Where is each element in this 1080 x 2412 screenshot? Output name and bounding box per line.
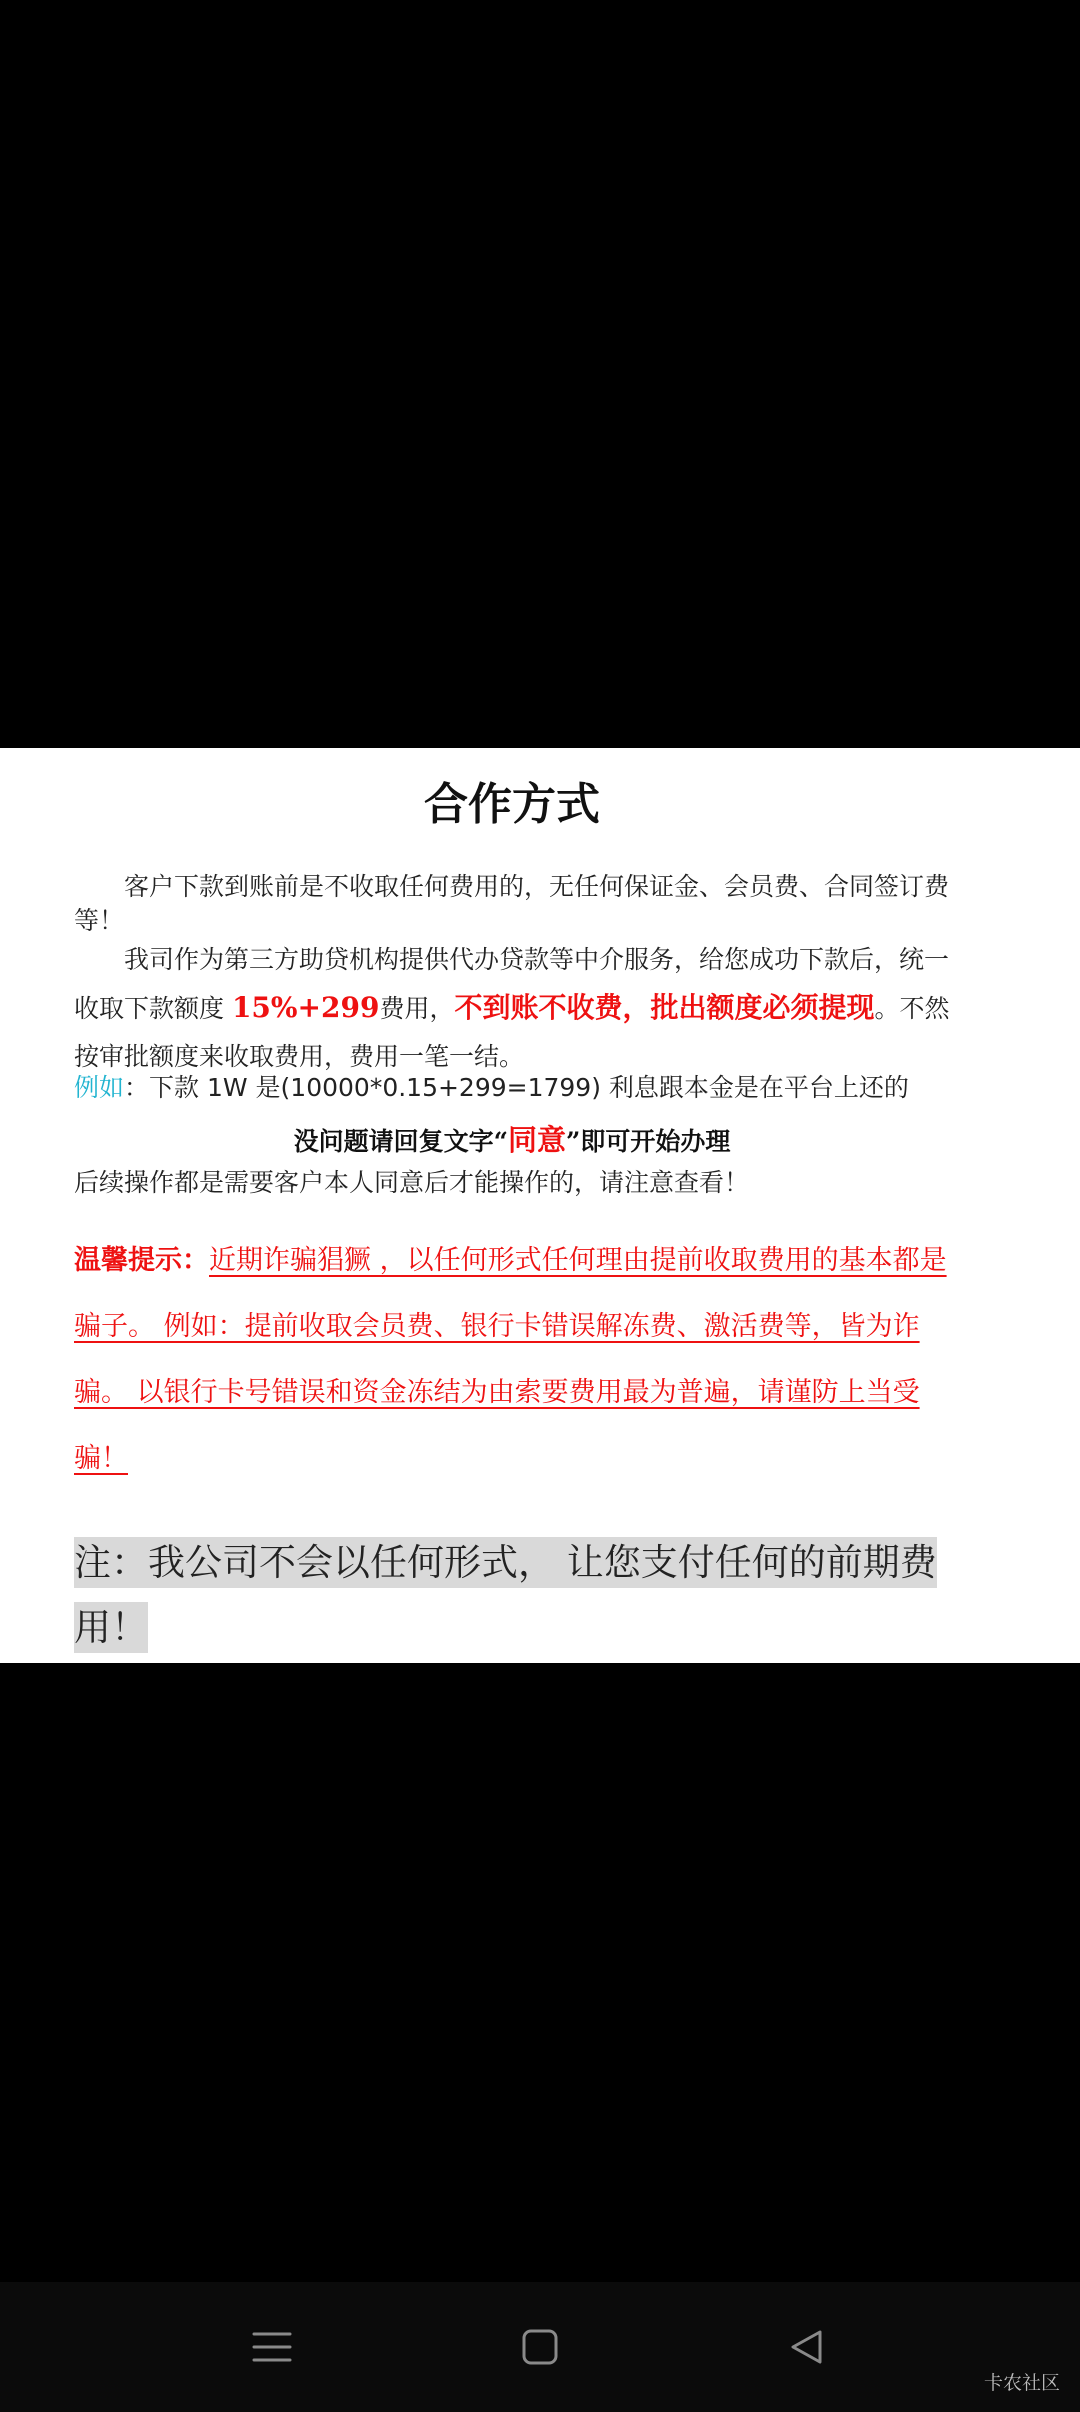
back-icon bbox=[787, 2327, 827, 2367]
consent-note: 后续操作都是需要客户本人同意后才能操作的，请注意查看！ bbox=[74, 1168, 750, 1197]
fee-prefix-text: 我司作为第三方助贷机构提供代办贷款等中介服务，给您成功下款后，统一收取下款额度 bbox=[74, 945, 950, 1023]
menu-icon bbox=[250, 2327, 294, 2367]
agree-instruction bbox=[0, 1118, 1024, 1159]
community-watermark: 卡农社区 bbox=[983, 2372, 1060, 2394]
example-paragraph bbox=[74, 1071, 954, 1105]
agree-prefix: 没问题请回复文字“ bbox=[293, 1127, 508, 1156]
system-navigation-bar bbox=[0, 2282, 1080, 2412]
agree-word: 同意 bbox=[507, 1123, 566, 1157]
fraud-warning bbox=[74, 1228, 954, 1492]
menu-button[interactable] bbox=[232, 2316, 312, 2378]
home-icon bbox=[520, 2327, 560, 2367]
warning-label: 温馨提示： bbox=[74, 1245, 209, 1276]
no-upfront-fee-paragraph: 客户下款到账前是不收取任何费用的，无任何保证金、会员费、合同签订费等！ bbox=[74, 872, 950, 935]
fee-rate-text: 15%+299 bbox=[231, 991, 380, 1024]
back-button[interactable] bbox=[767, 2316, 847, 2378]
notice-text: 注：我公司不会以任何形式， 让您支付任何的前期费用！ bbox=[74, 1537, 937, 1653]
document-title: 合作方式 bbox=[424, 779, 600, 830]
no-prepayment-notice bbox=[74, 1530, 954, 1660]
fee-rule-text: 不到账不收费，批出额度必须提现 bbox=[454, 991, 875, 1024]
document-page bbox=[0, 748, 1080, 1663]
fee-suffix-text: 。不然按审批额度来收取费用，费用一笔一结。 bbox=[74, 994, 950, 1071]
agree-suffix: ”即可开始办理 bbox=[566, 1127, 731, 1156]
fee-mid-text: 费用， bbox=[379, 994, 455, 1023]
home-button[interactable] bbox=[500, 2316, 580, 2378]
example-label: 例如 bbox=[74, 1073, 125, 1102]
warning-text: 近期诈骗猖獗 ，以任何形式任何理由提前收取费用的基本都是骗子。 例如：提前收取会员费、银行卡错误解冻费、激活费等，皆为诈骗。 以银行卡号错误和资金冻结为由索要费用最为普遍，请谨防上当受骗！ bbox=[74, 1245, 947, 1474]
example-text: ：下款 1W 是(10000*0.15+299=1799) 利息跟本金是在平台上还的 bbox=[124, 1073, 909, 1102]
service-fee-paragraph bbox=[74, 936, 954, 1081]
